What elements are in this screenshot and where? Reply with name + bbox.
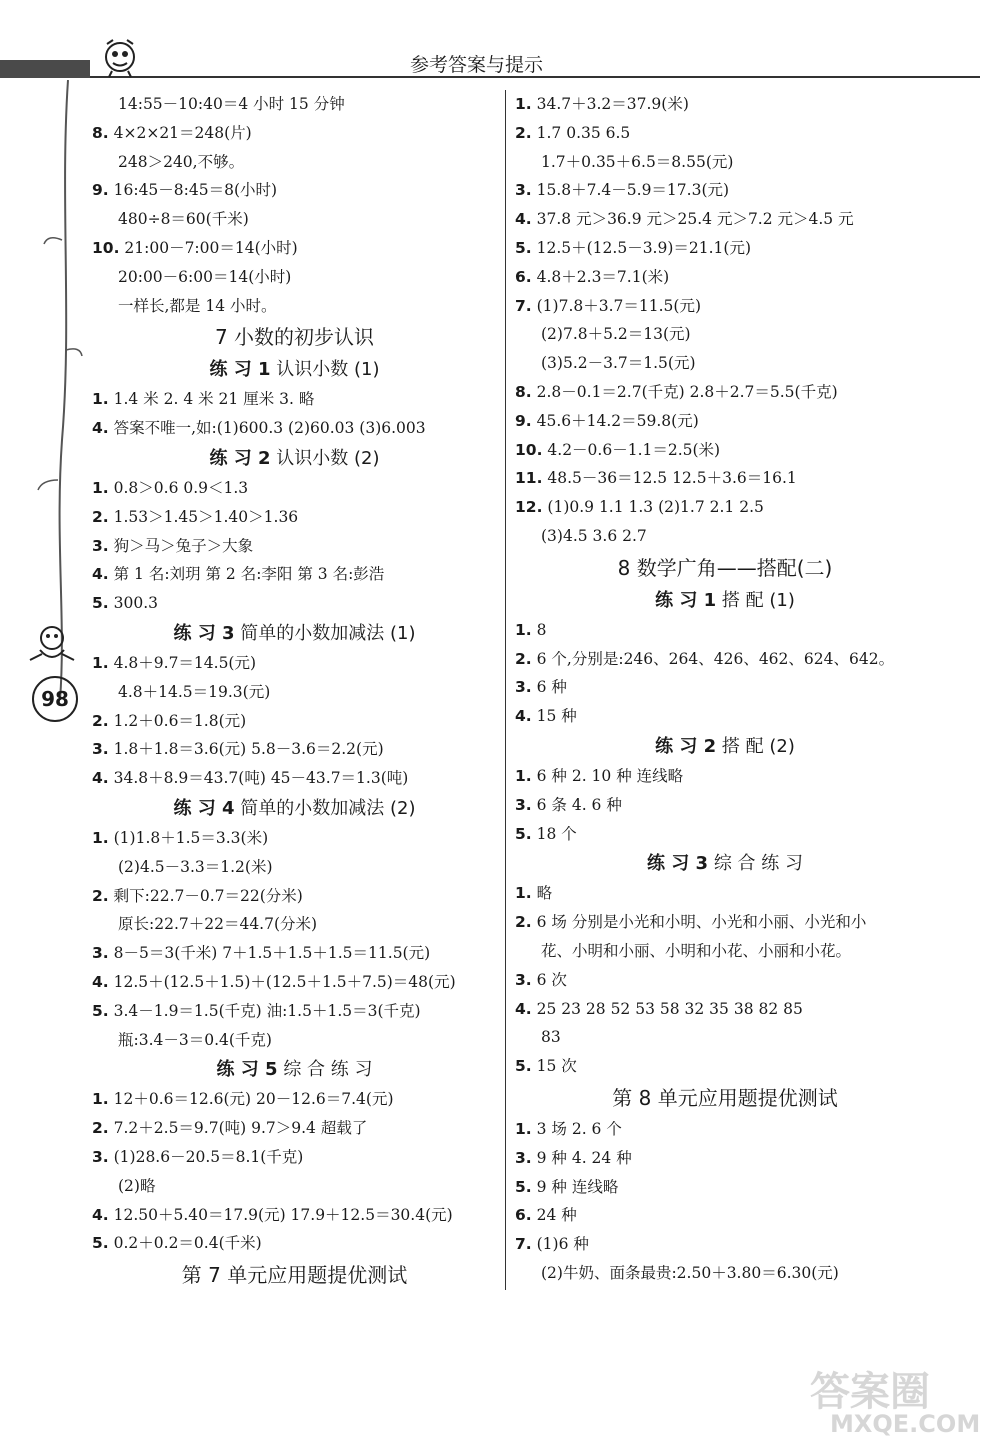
question-number: 2. bbox=[92, 507, 109, 526]
answer-line bbox=[92, 1026, 497, 1055]
exercise-heading bbox=[92, 1054, 497, 1085]
exercise-heading bbox=[92, 793, 497, 824]
exercise-label: 练 习 1 bbox=[209, 359, 271, 381]
answer-text: 3.4－1.9＝1.5(千克) 油:1.5＋1.5＝3(千克) bbox=[113, 1001, 421, 1020]
answer-text: 6 次 bbox=[536, 970, 567, 989]
vine-decoration-icon bbox=[0, 80, 90, 700]
answer-line bbox=[515, 1173, 935, 1202]
answer-line bbox=[515, 320, 935, 349]
answer-line bbox=[515, 148, 935, 177]
question-number: 3. bbox=[92, 740, 109, 759]
answer-line bbox=[515, 1144, 935, 1173]
answer-line bbox=[92, 735, 497, 764]
answer-text: 3 场 2. 6 个 bbox=[536, 1119, 622, 1138]
answer-line bbox=[515, 702, 935, 731]
exercise-heading bbox=[515, 585, 935, 616]
answer-text: 21:00－7:00＝14(小时) bbox=[124, 238, 298, 257]
answer-line bbox=[515, 493, 935, 522]
question-number: 1. bbox=[92, 390, 109, 409]
answer-line bbox=[515, 464, 935, 493]
answer-line bbox=[92, 148, 497, 177]
answer-text: 8－5＝3(千米) 7＋1.5＋1.5＋1.5＝11.5(元) bbox=[113, 944, 431, 963]
exercise-topic: 搭 配 (1) bbox=[721, 589, 795, 611]
question-number: 1. bbox=[92, 478, 109, 497]
question-number: 12. bbox=[515, 498, 543, 517]
answer-text: 原长:22.7＋22＝44.7(分米) bbox=[118, 915, 318, 934]
answer-line bbox=[92, 90, 497, 119]
answer-text: (2)4.5－3.3＝1.2(米) bbox=[118, 857, 273, 876]
answer-line bbox=[515, 90, 935, 119]
answer-text: 9 种 4. 24 种 bbox=[536, 1148, 632, 1167]
answer-text: (2)牛奶、面条最贵:2.50＋3.80＝6.30(元) bbox=[541, 1263, 839, 1282]
answer-text: 34.8＋8.9＝43.7(吨) 45－43.7＝1.3(吨) bbox=[113, 769, 409, 788]
question-number: 4. bbox=[92, 1205, 109, 1224]
exercise-topic: 综 合 练 习 bbox=[713, 853, 803, 875]
answer-text: 18 个 bbox=[536, 824, 577, 843]
answer-line bbox=[515, 762, 935, 791]
question-number: 3. bbox=[92, 1147, 109, 1166]
question-number: 10. bbox=[92, 238, 120, 257]
exercise-topic: 认识小数 (2) bbox=[276, 447, 380, 469]
question-number: 1. bbox=[515, 620, 532, 639]
answer-line bbox=[92, 1229, 497, 1258]
question-number: 1. bbox=[92, 1090, 109, 1109]
answer-line bbox=[92, 503, 497, 532]
answer-text: 14:55－10:40＝4 小时 15 分钟 bbox=[118, 95, 345, 113]
answer-text: 1.7 0.35 6.5 bbox=[536, 123, 631, 142]
answer-line bbox=[92, 414, 497, 443]
answer-text: (2)略 bbox=[118, 1176, 156, 1195]
answer-text: 8 bbox=[536, 620, 547, 639]
answer-line bbox=[515, 119, 935, 148]
monkey-mascot-icon bbox=[22, 620, 82, 680]
header-bar bbox=[0, 60, 90, 78]
question-number: 4. bbox=[92, 972, 109, 991]
answer-text: 4.8＋14.5＝19.3(元) bbox=[118, 682, 271, 701]
exercise-heading bbox=[92, 354, 497, 385]
answer-line bbox=[515, 616, 935, 645]
question-number: 5. bbox=[515, 1057, 532, 1076]
question-number: 4. bbox=[92, 769, 109, 788]
answer-line bbox=[515, 522, 935, 551]
answer-line bbox=[92, 1085, 497, 1114]
exercise-topic: 简单的小数加减法 (2) bbox=[240, 797, 416, 819]
column-divider bbox=[505, 90, 506, 1290]
question-number: 1. bbox=[515, 766, 532, 785]
question-number: 6. bbox=[515, 1206, 532, 1225]
answer-line bbox=[92, 910, 497, 939]
answer-text: 答案不唯一,如:(1)600.3 (2)60.03 (3)6.003 bbox=[113, 419, 426, 438]
answer-text: 1.7＋0.35＋6.5＝8.55(元) bbox=[541, 152, 734, 171]
answer-line bbox=[515, 378, 935, 407]
question-number: 5. bbox=[92, 594, 109, 613]
answer-line bbox=[515, 645, 935, 674]
question-number: 8. bbox=[515, 382, 532, 401]
answer-line bbox=[515, 1201, 935, 1230]
question-number: 1. bbox=[515, 1119, 532, 1138]
exercise-label: 练 习 3 bbox=[173, 622, 235, 644]
answer-text: 0.8＞0.6 0.9＜1.3 bbox=[113, 478, 249, 497]
answer-line bbox=[92, 824, 497, 853]
answer-line bbox=[515, 820, 935, 849]
answer-text: 略 bbox=[536, 884, 553, 903]
answer-text: 45.6＋14.2＝59.8(元) bbox=[536, 411, 699, 430]
question-number: 3. bbox=[92, 536, 109, 555]
answer-text: (1)28.6－20.5＝8.1(千克) bbox=[113, 1147, 304, 1166]
answer-text: 480÷8＝60(千米) bbox=[118, 210, 249, 229]
answer-text: 15 种 bbox=[536, 707, 577, 726]
section-title: 第 8 单元应用题提优测试 bbox=[612, 1085, 838, 1110]
answer-line bbox=[515, 176, 935, 205]
question-number: 4. bbox=[515, 210, 532, 229]
answer-text: 12＋0.6＝12.6(元) 20－12.6＝7.4(元) bbox=[113, 1090, 394, 1109]
question-number: 2. bbox=[92, 711, 109, 730]
question-number: 2. bbox=[92, 1119, 109, 1138]
exercise-topic: 综 合 练 习 bbox=[283, 1059, 373, 1081]
section-title: 7 小数的初步认识 bbox=[214, 325, 375, 350]
answer-text: (1)7.8＋3.7＝11.5(元) bbox=[536, 296, 701, 315]
question-number: 3. bbox=[515, 678, 532, 697]
answer-line bbox=[92, 532, 497, 561]
answer-text: 25 23 28 52 53 58 32 35 38 82 85 bbox=[536, 999, 803, 1018]
answer-line bbox=[515, 791, 935, 820]
answer-line bbox=[515, 1259, 935, 1288]
answer-text: 4×2×21＝248(片) bbox=[113, 123, 252, 142]
question-number: 2. bbox=[515, 649, 532, 668]
answer-line bbox=[92, 1172, 497, 1201]
exercise-label: 练 习 2 bbox=[209, 447, 271, 469]
answer-text: 16:45－8:45＝8(小时) bbox=[113, 181, 278, 200]
answer-text: (2)7.8＋5.2＝13(元) bbox=[541, 325, 691, 344]
question-number: 1. bbox=[92, 653, 109, 672]
answer-line bbox=[92, 176, 497, 205]
answer-line bbox=[515, 1023, 935, 1052]
question-number: 11. bbox=[515, 469, 543, 488]
answer-text: 4.8＋2.3＝7.1(米) bbox=[536, 267, 670, 286]
answer-text: 1.2＋0.6＝1.8(元) bbox=[113, 711, 247, 730]
answer-text: (3)4.5 3.6 2.7 bbox=[541, 526, 647, 545]
answer-text: 1.4 米 2. 4 米 21 厘米 3. 略 bbox=[113, 390, 315, 409]
question-number: 7. bbox=[515, 296, 532, 315]
answer-text: 248＞240,不够。 bbox=[118, 152, 245, 171]
question-number: 4. bbox=[92, 419, 109, 438]
answer-line bbox=[92, 968, 497, 997]
answer-text: 83 bbox=[541, 1028, 561, 1047]
answer-line bbox=[92, 263, 497, 292]
answer-text: 4.8＋9.7＝14.5(元) bbox=[113, 653, 257, 672]
exercise-heading bbox=[515, 848, 935, 879]
exercise-heading bbox=[92, 618, 497, 649]
watermark-url: MXQE.COM bbox=[830, 1410, 981, 1438]
question-number: 3. bbox=[515, 181, 532, 200]
answer-line bbox=[92, 997, 497, 1026]
question-number: 10. bbox=[515, 440, 543, 459]
answer-text: 24 种 bbox=[536, 1206, 577, 1225]
answer-text: 12.5＋(12.5＋1.5)＋(12.5＋1.5＋7.5)＝48(元) bbox=[113, 972, 456, 991]
answer-line bbox=[515, 1230, 935, 1259]
question-number: 7. bbox=[515, 1235, 532, 1254]
answer-line bbox=[515, 205, 935, 234]
answer-line bbox=[92, 1143, 497, 1172]
question-number: 2. bbox=[515, 123, 532, 142]
answer-text: 12.5＋(12.5－3.9)＝21.1(元) bbox=[536, 238, 751, 257]
question-number: 3. bbox=[92, 944, 109, 963]
question-number: 6. bbox=[515, 267, 532, 286]
answer-line bbox=[515, 1052, 935, 1081]
answer-text: 狗＞马＞兔子＞大象 bbox=[113, 536, 254, 555]
answer-line bbox=[92, 1201, 497, 1230]
answer-line bbox=[92, 1114, 497, 1143]
question-number: 4. bbox=[515, 707, 532, 726]
answer-line bbox=[515, 937, 935, 966]
question-number: 4. bbox=[515, 999, 532, 1018]
page-number: 98 bbox=[32, 676, 78, 722]
answer-line bbox=[92, 560, 497, 589]
left-answer-column bbox=[92, 90, 497, 1292]
answer-line bbox=[515, 234, 935, 263]
exercise-heading bbox=[515, 731, 935, 762]
question-number: 2. bbox=[515, 913, 532, 932]
answer-text: 9 种 连线略 bbox=[536, 1177, 619, 1196]
answer-text: 第 1 名:刘玥 第 2 名:李阳 第 3 名:彭浩 bbox=[113, 565, 385, 584]
answer-text: 剩下:22.7－0.7＝22(分米) bbox=[113, 886, 303, 905]
answer-text: 300.3 bbox=[113, 594, 158, 613]
alarm-clock-mascot-icon bbox=[95, 30, 145, 80]
right-answer-column bbox=[515, 90, 935, 1288]
answer-line bbox=[92, 882, 497, 911]
answer-line bbox=[92, 119, 497, 148]
question-number: 5. bbox=[92, 1001, 109, 1020]
question-number: 3. bbox=[515, 1148, 532, 1167]
answer-text: 1.53＞1.45＞1.40＞1.36 bbox=[113, 507, 299, 526]
answer-line bbox=[92, 707, 497, 736]
answer-line bbox=[515, 349, 935, 378]
answer-line bbox=[515, 966, 935, 995]
page-header-title: 参考答案与提示 bbox=[410, 54, 544, 76]
answer-line bbox=[515, 673, 935, 702]
exercise-topic: 简单的小数加减法 (1) bbox=[240, 622, 416, 644]
answer-text: 15 次 bbox=[536, 1057, 577, 1076]
exercise-heading bbox=[92, 443, 497, 474]
answer-line bbox=[515, 879, 935, 908]
answer-line bbox=[92, 234, 497, 263]
watermark-logo: 答案圈 bbox=[810, 1369, 930, 1415]
answer-line bbox=[515, 292, 935, 321]
answer-line bbox=[92, 678, 497, 707]
exercise-topic: 认识小数 (1) bbox=[276, 359, 380, 381]
answer-line bbox=[515, 436, 935, 465]
exercise-topic: 搭 配 (2) bbox=[721, 735, 795, 757]
answer-text: 花、小明和小丽、小明和小花、小丽和小花。 bbox=[541, 941, 852, 960]
question-number: 5. bbox=[92, 1234, 109, 1253]
answer-text: (1)1.8＋1.5＝3.3(米) bbox=[113, 828, 269, 847]
question-number: 3. bbox=[515, 795, 532, 814]
answer-text: 12.50＋5.40＝17.9(元) 17.9＋12.5＝30.4(元) bbox=[113, 1205, 453, 1224]
answer-line bbox=[92, 474, 497, 503]
answer-line bbox=[515, 1115, 935, 1144]
question-number: 5. bbox=[515, 238, 532, 257]
answer-text: 1.8＋1.8＝3.6(元) 5.8－3.6＝2.2(元) bbox=[113, 740, 384, 759]
exercise-label: 练 习 2 bbox=[655, 735, 717, 757]
exercise-label: 练 习 1 bbox=[655, 589, 717, 611]
exercise-label: 练 习 5 bbox=[216, 1059, 278, 1081]
answer-line bbox=[92, 649, 497, 678]
answer-line bbox=[515, 407, 935, 436]
question-number: 1. bbox=[92, 828, 109, 847]
answer-text: 6 种 bbox=[536, 678, 567, 697]
answer-line bbox=[515, 995, 935, 1024]
question-number: 9. bbox=[515, 411, 532, 430]
answer-line bbox=[92, 205, 497, 234]
answer-line bbox=[92, 589, 497, 618]
answer-line bbox=[92, 853, 497, 882]
section-title: 第 7 单元应用题提优测试 bbox=[181, 1263, 408, 1288]
answer-text: 0.2＋0.2＝0.4(千米) bbox=[113, 1234, 262, 1253]
answer-text: (1)0.9 1.1 1.3 (2)1.7 2.1 2.5 bbox=[547, 498, 764, 517]
answer-text: 7.2＋2.5＝9.7(吨) 9.7＞9.4 超载了 bbox=[113, 1119, 368, 1138]
answer-text: 34.7＋3.2＝37.9(米) bbox=[536, 95, 689, 113]
answer-text: (1)6 种 bbox=[536, 1235, 589, 1254]
answer-line bbox=[92, 385, 497, 414]
answer-text: (3)5.2－3.7＝1.5(元) bbox=[541, 354, 696, 373]
exercise-label: 练 习 4 bbox=[173, 797, 235, 819]
answer-line bbox=[92, 292, 497, 321]
exercise-label: 练 习 3 bbox=[647, 853, 709, 875]
answer-line bbox=[92, 939, 497, 968]
answer-text: 20:00－6:00＝14(小时) bbox=[118, 267, 292, 286]
question-number: 1. bbox=[515, 95, 532, 113]
question-number: 9. bbox=[92, 181, 109, 200]
answer-text: 瓶:3.4－3＝0.4(千克) bbox=[118, 1030, 272, 1049]
question-number: 2. bbox=[92, 886, 109, 905]
question-number: 5. bbox=[515, 1177, 532, 1196]
question-number: 8. bbox=[92, 123, 109, 142]
question-number: 1. bbox=[515, 884, 532, 903]
question-number: 4. bbox=[92, 565, 109, 584]
answer-text: 2.8－0.1＝2.7(千克) 2.8＋2.7＝5.5(千克) bbox=[536, 382, 838, 401]
answer-text: 15.8＋7.4－5.9＝17.3(元) bbox=[536, 181, 730, 200]
answer-line bbox=[92, 764, 497, 793]
question-number: 5. bbox=[515, 824, 532, 843]
answer-text: 6 种 2. 10 种 连线略 bbox=[536, 766, 684, 785]
answer-text: 一样长,都是 14 小时。 bbox=[118, 296, 277, 315]
answer-text: 6 个,分别是:246、264、426、462、624、642。 bbox=[536, 649, 895, 668]
section-title: 8 数学广角——搭配(二) bbox=[617, 555, 833, 580]
answer-text: 6 条 4. 6 种 bbox=[536, 795, 622, 814]
question-number: 3. bbox=[515, 970, 532, 989]
answer-line bbox=[515, 908, 935, 937]
answer-text: 6 场 分别是小光和小明、小光和小丽、小光和小 bbox=[536, 913, 867, 932]
answer-text: 4.2－0.6－1.1＝2.5(米) bbox=[547, 440, 721, 459]
answer-line bbox=[515, 263, 935, 292]
answer-text: 37.8 元＞36.9 元＞25.4 元＞7.2 元＞4.5 元 bbox=[536, 210, 854, 229]
answer-text: 48.5－36＝12.5 12.5＋3.6＝16.1 bbox=[547, 469, 797, 488]
